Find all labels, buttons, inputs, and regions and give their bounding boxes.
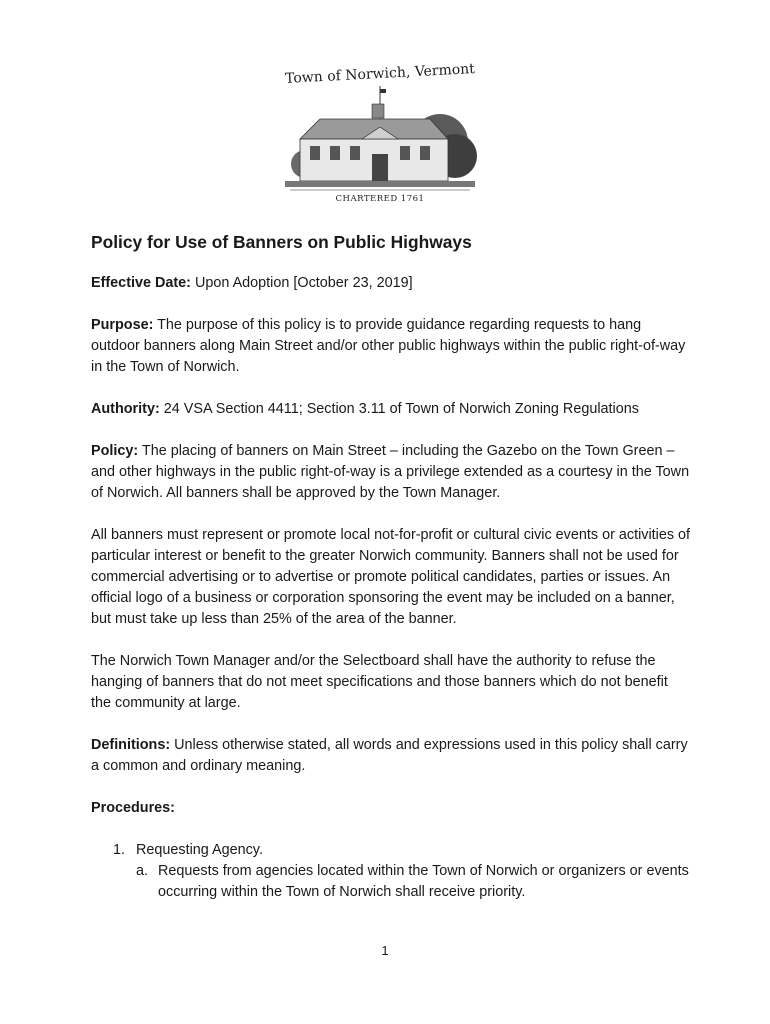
procedures-label: Procedures:	[91, 800, 175, 816]
policy-text: The placing of banners on Main Street – including the Gazebo on the Town Green – and other highways in the public right-of-way is a privilege extended as a courtesy in the Town of Norwich. All banners shall be approved by the Town Manager.	[91, 443, 690, 501]
page-number: 1	[381, 943, 389, 958]
authority-paragraph	[91, 399, 691, 420]
purpose-paragraph	[91, 315, 691, 378]
policy-paragraph	[91, 441, 691, 504]
document-body	[91, 230, 691, 903]
purpose-text: The purpose of this policy is to provide guidance regarding requests to hang outdoor banners along Main Street and/or other public highways within the public right-of-way in the Town of Norwich.	[91, 317, 686, 375]
sub-list-item-text: Requests from agencies located within the Town of Norwich or organizers or events occurring within the Town of Norwich shall receive priority.	[158, 863, 689, 900]
banners-requirements-paragraph: All banners must represent or promote local not-for-profit or cultural civic events or activities of particular interest or benefit to the greater Norwich community. Banners shall not be used for commercial advertising or to advertise or promote political candidates, parties or issues. An official logo of a business or corporation sponsoring the event may be included on a banner, but must take up less than 25% of the area of the banner.	[91, 527, 691, 627]
authority-text: 24 VSA Section 4411; Section 3.11 of Town of Norwich Zoning Regulations	[159, 401, 639, 417]
list-item	[91, 840, 691, 861]
effective-date-text: Upon Adoption [October 23, 2019]	[190, 275, 413, 291]
logo-chartered-text: CHARTERED 1761	[335, 194, 425, 204]
sub-list-item-letter: a.	[136, 863, 149, 879]
definitions-text: Unless otherwise stated, all words and expressions used in this policy shall carry a common and ordinary meaning.	[91, 737, 688, 774]
definitions-paragraph	[91, 735, 691, 777]
authority-label: Authority:	[91, 401, 160, 417]
sub-list-item	[91, 861, 691, 903]
definitions-label: Definitions:	[91, 737, 171, 753]
manager-authority-paragraph: The Norwich Town Manager and/or the Selectboard shall have the authority to refuse the hanging of banners that do not meet specifications and those banners which do not benefit the community at large.	[91, 653, 668, 711]
policy-label: Policy:	[91, 443, 139, 459]
procedures-heading	[91, 798, 691, 819]
town-hall-illustration	[280, 64, 480, 214]
effective-date-label: Effective Date:	[91, 275, 191, 291]
procedures-list	[91, 840, 691, 903]
logo-title: Town of Norwich, Vermont	[284, 61, 476, 87]
purpose-label: Purpose:	[91, 317, 154, 333]
effective-date-paragraph	[91, 273, 691, 294]
list-item-number: 1.	[113, 842, 126, 858]
document-title: Policy for Use of Banners on Public Highways	[91, 232, 472, 252]
list-item-text: Requesting Agency.	[136, 842, 263, 858]
town-seal-logo	[280, 61, 480, 214]
